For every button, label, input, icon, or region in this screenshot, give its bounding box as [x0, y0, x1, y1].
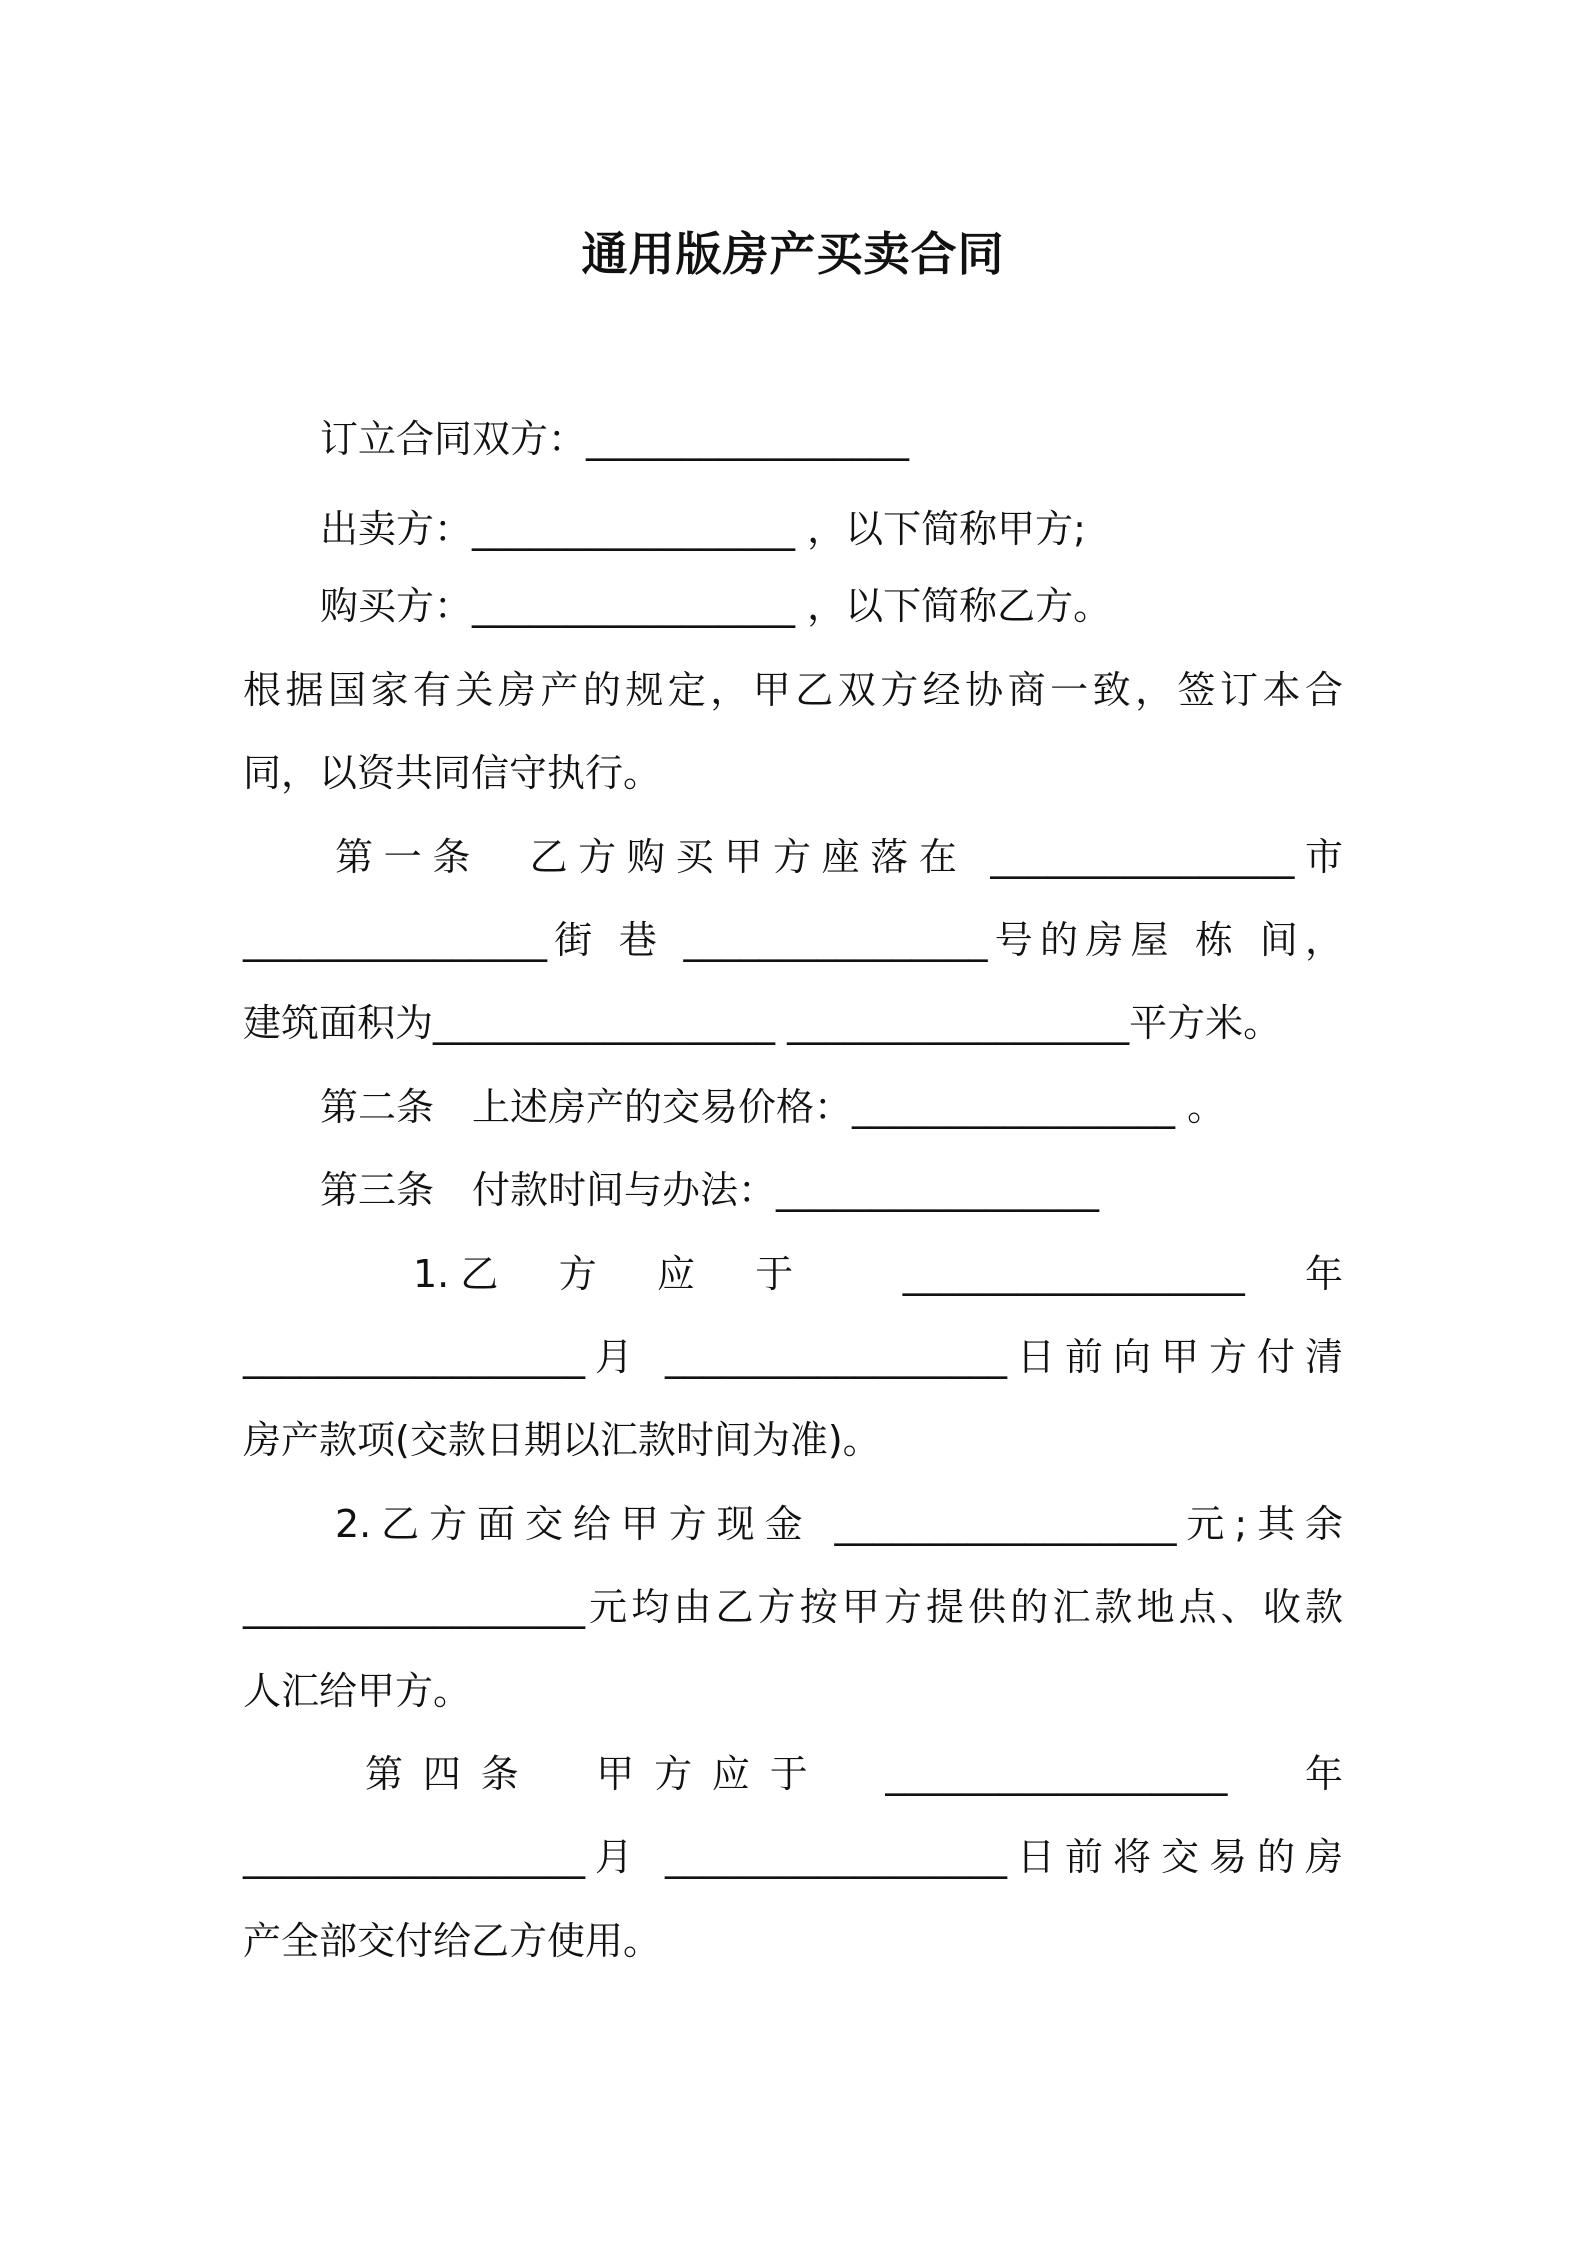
preamble-line-1: 根据国家有关房产的规定，甲乙双方经协商一致，签订本合: [243, 668, 1343, 712]
payment-item-1-line-2: __________________月 __________________日前向甲方付清: [243, 1335, 1343, 1379]
payment-item-1-line-3: 房产款项(交款日期以汇款时间为准)。: [243, 1418, 881, 1462]
payment-item-2-line-3: 人汇给甲方。: [243, 1669, 472, 1713]
contract-parties-line: 订立合同双方：_________________: [320, 417, 910, 461]
preamble-line-2: 同，以资共同信守执行。: [243, 751, 662, 795]
page-title: 通用版房产买卖合同: [581, 227, 1005, 281]
payment-item-2-line-1: 2.乙方面交给甲方现金 __________________元;其余: [335, 1502, 1343, 1546]
seller-line: 出卖方：_________________ ，以下简称甲方;: [320, 507, 1086, 551]
payment-item-2-line-2: __________________元均由乙方按甲方提供的汇款地点、收款: [243, 1585, 1343, 1629]
article-4-line-1: 第四条 甲方应于 __________________ 年: [365, 1752, 1343, 1796]
article-4-line-2: __________________月 __________________日前将交易的房: [243, 1835, 1343, 1879]
article-1-line-3: 建筑面积为__________________ __________________平方米。: [243, 1001, 1282, 1045]
article-2-line: 第二条 上述房产的交易价格：_________________ 。: [320, 1085, 1226, 1129]
payment-item-1-line-1: 1.乙 方 应 于 __________________ 年: [413, 1252, 1343, 1296]
article-4-line-3: 产全部交付给乙方使用。: [243, 1919, 662, 1963]
article-3-line: 第三条 付款时间与办法：_________________: [320, 1168, 1100, 1212]
article-1-line-1: 第一条 乙方购买甲方座落在 ________________市: [335, 835, 1343, 879]
article-1-line-2: ________________街 巷 ________________号的房屋 栋 间，: [243, 918, 1343, 962]
buyer-line: 购买方：_________________ ，以下简称乙方。: [320, 584, 1112, 628]
